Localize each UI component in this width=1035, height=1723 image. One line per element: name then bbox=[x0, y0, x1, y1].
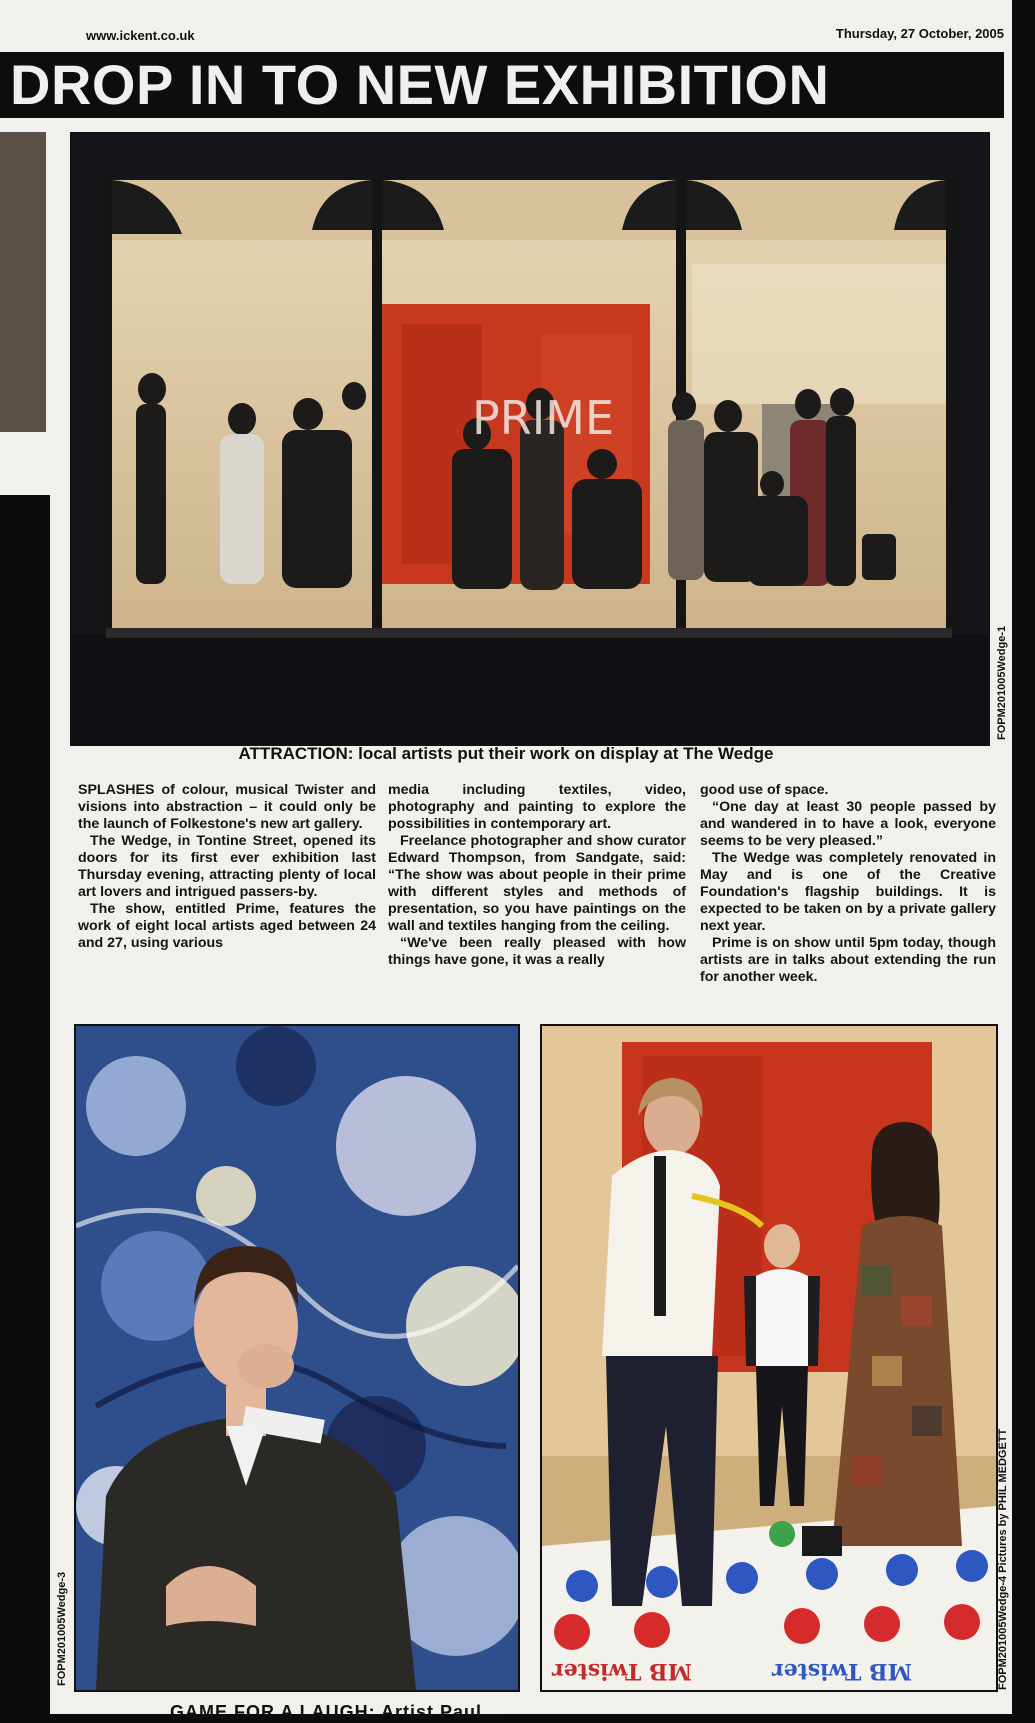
left-photo-credit: FOPM201005Wedge-3 bbox=[56, 1571, 68, 1686]
main-photo-caption: ATTRACTION: local artists put their work on display at The Wedge bbox=[238, 744, 774, 763]
right-photo-credit: FOPM201005Wedge-4 Pictures by PHIL MEDGETT bbox=[997, 1428, 1009, 1690]
paragraph: The Wedge, in Tontine Street, opened its doors for its first ever exhibition last Thursday evening, attracting plenty of local art lovers and intrigued passers-by. bbox=[78, 833, 376, 900]
next-article-headline-fragment: GAME FOR A LAUGH: Artist Paul... bbox=[170, 1702, 501, 1722]
paragraph: Freelance photographer and show curator Edward Thompson, from Sandgate, said: “The show was about people in their prime with different styles and methods of presentation, so you have paintings on the wall and textiles hanging from the ceiling. bbox=[388, 833, 686, 934]
paragraph: “One day at least 30 people passed by and wandered in to have a look, everyone seems to be very pleased.” bbox=[700, 799, 996, 849]
article-column-2 bbox=[388, 782, 686, 969]
gallery-window-photo bbox=[70, 132, 990, 746]
site-url: www.ickent.co.uk bbox=[86, 28, 195, 43]
prime-window-lettering: PRIME bbox=[472, 391, 615, 445]
main-photo-credit: FOPM201005Wedge-1 bbox=[996, 625, 1008, 740]
twister-mat-text: MB Twister bbox=[552, 1658, 692, 1684]
paragraph: Prime is on show until 5pm today, though artists are in talks about extending the run for another week. bbox=[700, 935, 996, 985]
paragraph: The Wedge was completely renovated in May and is one of the Creative Foundation's flagship buildings. It is expected to be taken on by a private gallery next year. bbox=[700, 850, 996, 934]
paragraph: SPLASHES of colour, musical Twister and visions into abstraction – it could only be the launch of Folkestone's new art gallery. bbox=[78, 782, 376, 832]
article-column-1 bbox=[78, 782, 376, 952]
paragraph: media including textiles, video, photography and painting to explore the possibilities in contemporary art. bbox=[388, 782, 686, 832]
article-column-3 bbox=[700, 782, 996, 986]
twister-game-photo bbox=[540, 1024, 998, 1692]
headline: DROP IN TO NEW EXHIBITION bbox=[10, 53, 830, 116]
twister-mat-text: MB Twister bbox=[772, 1658, 912, 1684]
headline-bar bbox=[0, 52, 1004, 118]
paragraph: good use of space. bbox=[700, 782, 829, 798]
paragraph: The show, entitled Prime, features the work of eight local artists aged between 24 and 27, using various bbox=[78, 901, 376, 951]
adjacent-page-edge-dark bbox=[0, 495, 50, 1714]
masthead bbox=[0, 18, 1012, 54]
paragraph: “We've been really pleased with how things have gone, it was a really bbox=[388, 935, 686, 968]
adjacent-page-edge bbox=[0, 132, 46, 432]
issue-date: Thursday, 27 October, 2005 bbox=[835, 26, 1004, 41]
artist-portrait-photo bbox=[74, 1024, 520, 1692]
